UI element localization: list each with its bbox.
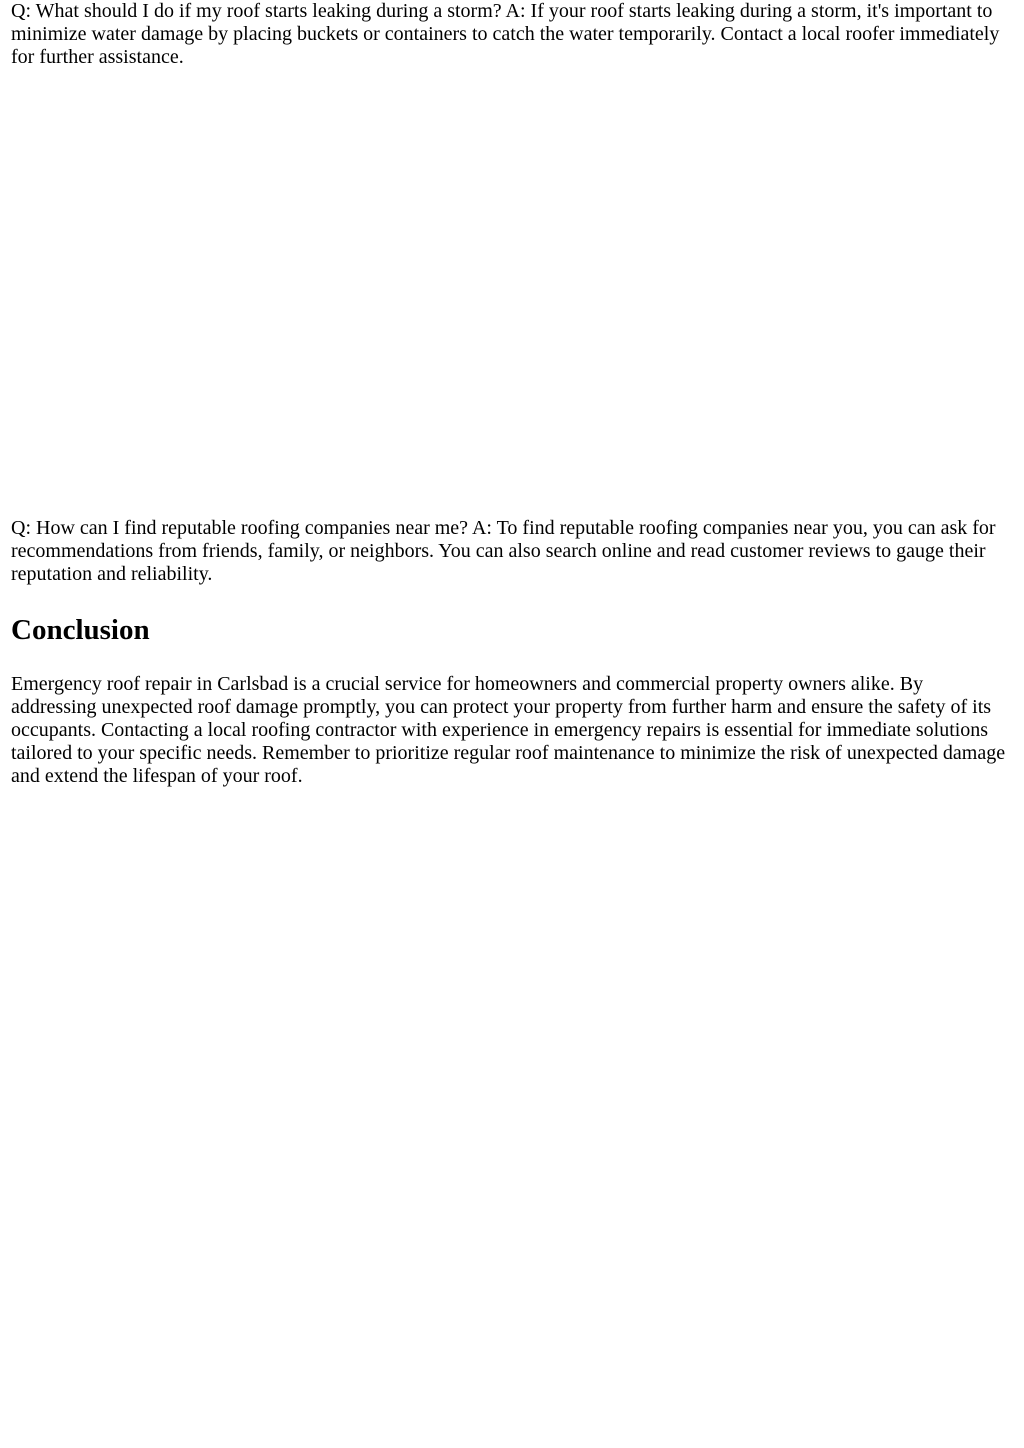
- conclusion-paragraph: Emergency roof repair in Carlsbad is a crucial service for homeowners and commercial property owners alike. By addressing unexpected roof damage promptly, you can protect your property from further harm and ensure the safety of its occupants. Contacting a local roofing contractor with experience in emergency repairs is essential for immediate solutions tailored to your specific needs. Remember to prioritize regular roof maintenance to minimize the risk of unexpected damage and extend the lifespan of your roof.: [11, 673, 1006, 787]
- faq-item-find-roofers: Q: How can I find reputable roofing companies near me? A: To find reputable roofing companies near you, you can ask for recommendations from friends, family, or neighbors. You can also search online and read customer reviews to gauge their reputation and reliability.: [11, 517, 996, 585]
- conclusion-heading: Conclusion: [11, 614, 150, 646]
- faq-item-roof-leaking: Q: What should I do if my roof starts leaking during a storm? A: If your roof starts leaking during a storm, it's important to minimize water damage by placing buckets or containers to catch the water temporarily. Contact a local roofer immediately for further assistance.: [11, 0, 1000, 68]
